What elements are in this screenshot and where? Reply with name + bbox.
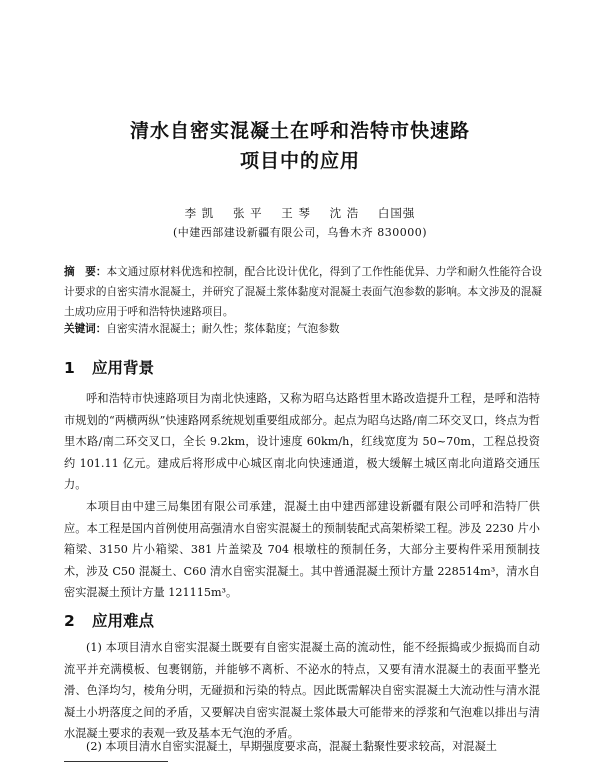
paper-title-line-2: 项目中的应用	[239, 150, 360, 172]
author-name: 李 凯	[184, 206, 215, 220]
author-name: 王 琴	[281, 206, 311, 220]
keywords-text: 自密实清水混凝土；耐久性；浆体黏度；气泡参数	[106, 323, 340, 335]
author-list	[0, 205, 600, 221]
author-name: 张 平	[232, 206, 263, 220]
section-heading-1	[64, 356, 154, 378]
abstract-label: 摘 要：	[64, 266, 107, 278]
section-title: 应用难点	[92, 612, 155, 630]
section-1-paragraph-2: 本项目由中建三局集团有限公司承建，混凝土由中建西部建设新疆有限公司呼和浩特厂供应。本工程是国内首例使用高强清水自密实混凝土的预制装配式高架桥梁工程。涉及 2230 片小箱梁、3150 片小箱梁、381 片盖梁及 704 根墩柱的预制任务，大部分主要构件采用预制技术，涉及 C50 混凝土、C60 清水自密实混凝土。其中普通混凝土预计方量 228514m³，清水自密实混凝土预计方量 121115m³。	[64, 500, 540, 600]
keywords	[64, 319, 542, 339]
section-2-paragraph-1: (1) 本项目清水自密实混凝土既要有自密实混凝土高的流动性，能不经振捣或少振捣而自动流平并充满模板、包裹钢筋，并能够不离析、不泌水的特点，又要有清水混凝土的表面平整光滑、色泽均匀，棱角分明，无碰损和污染的特点。因此既需解决自密实混凝土大流动性与清水混凝土小坍落度之间的矛盾，又要解决自密实混凝土浆体最大可能带来的浮浆和气泡难以排出与清水混凝土要求的表观一致及基本无气泡的矛盾。	[64, 641, 540, 741]
author-name: 沈 浩	[329, 206, 360, 220]
author-affiliation: (中建西部建设新疆有限公司，乌鲁木齐 830000)	[172, 226, 428, 239]
keywords-label: 关键词：	[64, 323, 107, 335]
section-2-paragraph-2: (2) 本项目清水自密实混凝土，早期强度要求高，混凝土黏聚性要求较高，对混凝土	[86, 740, 497, 753]
abstract	[64, 262, 542, 322]
section-number: 1	[64, 359, 75, 377]
paper-title-line-1: 清水自密实混凝土在呼和浩特市快速路	[129, 120, 470, 142]
section-number: 2	[64, 612, 75, 630]
author-name: 白国强	[377, 206, 416, 220]
section-heading-2	[64, 609, 154, 631]
abstract-text: 本文通过原材料优选和控制，配合比设计优化，得到了工作性能优异、力学和耐久性能符合设计要求的自密实清水混凝土，并研究了混凝土浆体黏度对混凝土表面气泡参数的影响。本文涉及的混凝土成功应用于呼和浩特快速路项目。	[64, 266, 543, 318]
footnote-rule	[64, 761, 168, 762]
section-title: 应用背景	[92, 359, 155, 377]
section-1-paragraph-1: 呼和浩特市快速路项目为南北快速路，又称为昭乌达路哲里木路改造提升工程，是呼和浩特市规划的“两横两纵”快速路网系统规划重要组成部分。起点为昭乌达路/南二环交叉口，终点为哲里木路/南二环交叉口，全长 9.2km，设计速度 60km/h，红线宽度为 50~70m，工程总投资约 101.11 亿元。建成后将形成中心城区南北向快速通道，极大缓解土城区南北向道路交通压力。	[64, 392, 540, 492]
